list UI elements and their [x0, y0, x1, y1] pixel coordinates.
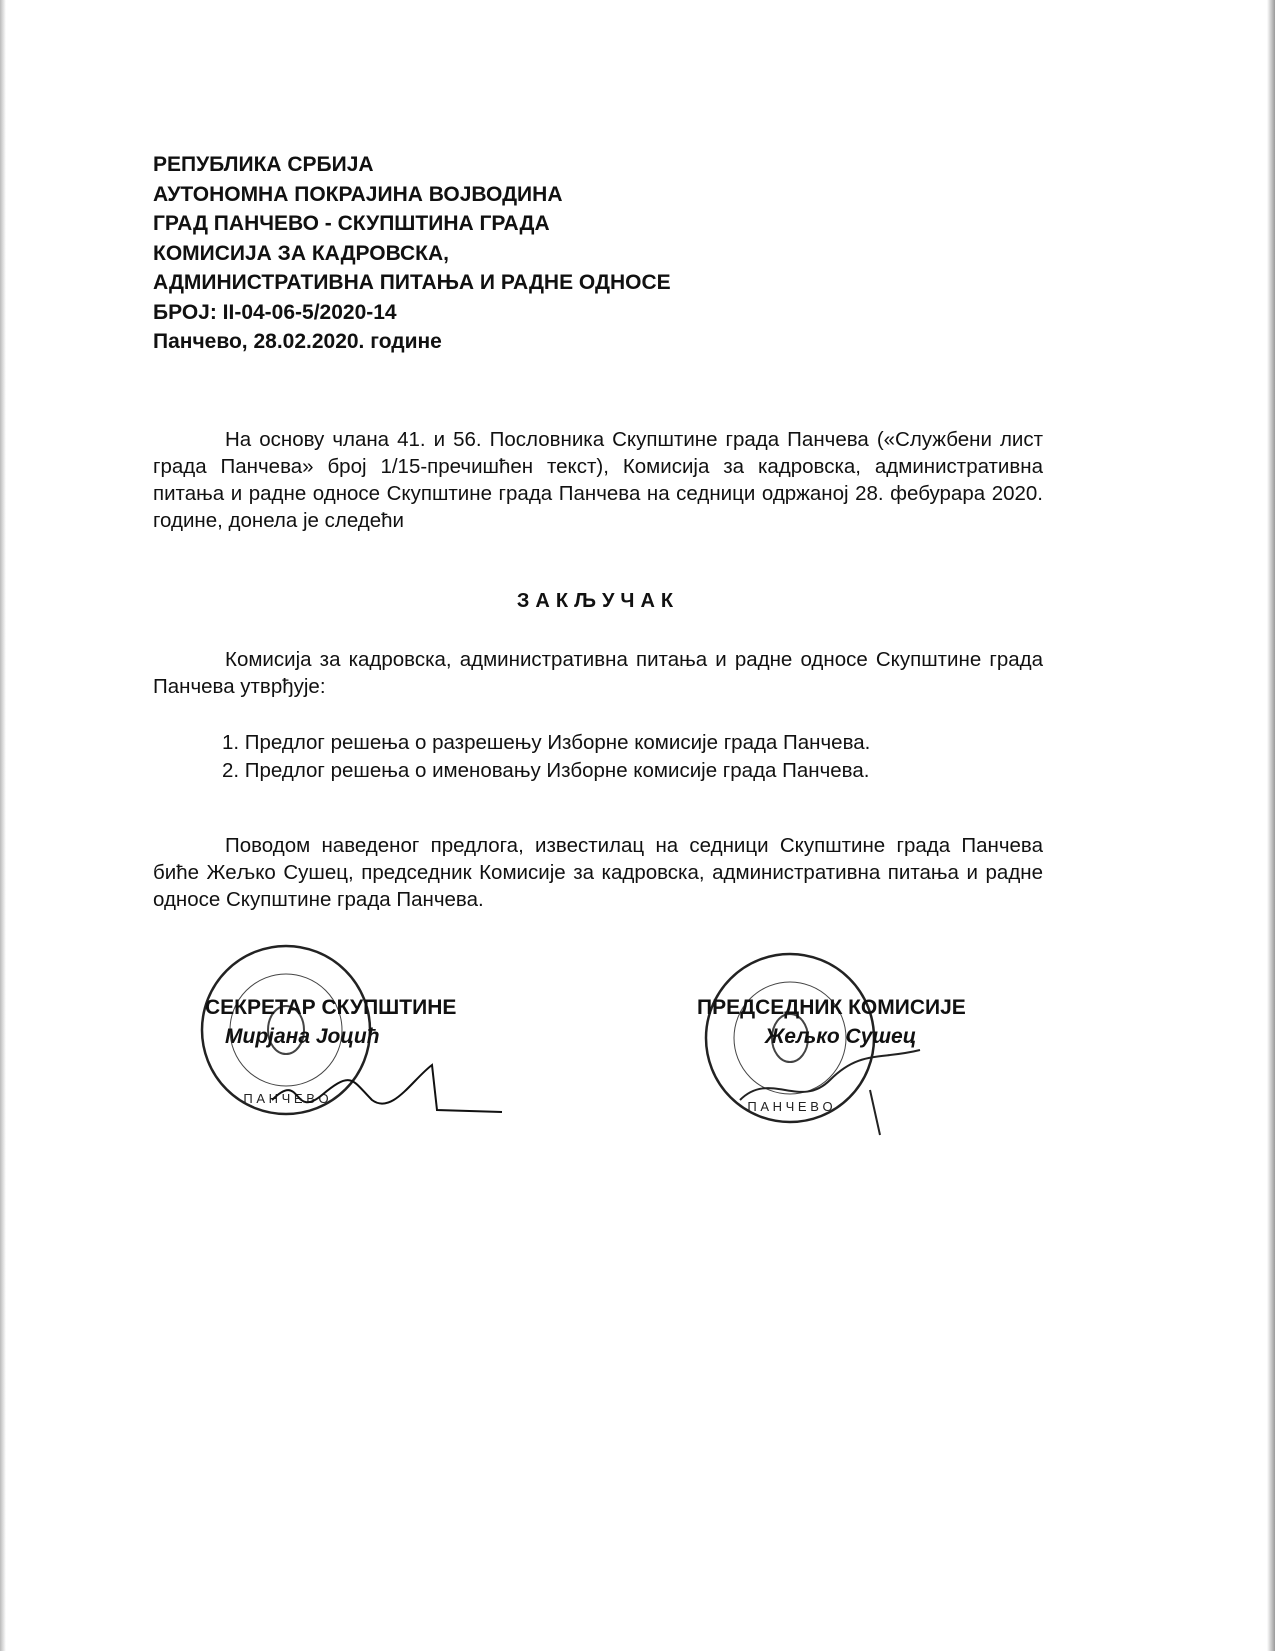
document-date: Панчево, 28.02.2020. године	[153, 330, 442, 353]
document-header	[153, 150, 671, 357]
list-item: 1. Предлог решења о разрешењу Изборне комисије града Панчева.	[222, 731, 871, 754]
scan-edge-right	[1267, 0, 1275, 1651]
header-line: ГРАД ПАНЧЕВО - СКУПШТИНА ГРАДА	[153, 212, 550, 235]
header-line: КОМИСИЈА ЗА КАДРОВСКА,	[153, 241, 449, 265]
document-number: БРОЈ: II-04-06-5/2020-14	[153, 300, 397, 324]
signature-left	[262, 1060, 512, 1130]
list-item: 2. Предлог решења о именовању Изборне комисије града Панчева.	[222, 759, 870, 782]
signatory-name: Мирјана Јоцић	[225, 1025, 380, 1048]
header-line: РЕПУБЛИКА СРБИЈА	[153, 153, 374, 176]
header-line: АУТОНОМНА ПОКРАЈИНА ВОЈВОДИНА	[153, 182, 563, 206]
statement-paragraph: Комисија за кадровска, административна питања и радне односе Скупштине града Панчева утврђује:	[153, 648, 1043, 698]
signature-block-right	[697, 993, 966, 1051]
document-title: ЗАКЉУЧАК	[516, 590, 680, 612]
intro-paragraph: На основу члана 41. и 56. Пословника Скупштине града Панчева («Службени лист града Панчева» број 1/15-пречишћен текст), Комисија за кадровска, административна питања и радне односе Скупштине града Панчева на седници одржаној 28. фебурара 2020. године, донела је следећи	[153, 428, 1043, 532]
item-list	[222, 729, 870, 785]
closing-paragraph: Поводом наведеног предлога, известилац на седници Скупштине града Панчева биће Жељко Сушец, председник Комисије за кадровска, административна питања и радне односе Скупштине града Панчева.	[153, 834, 1043, 911]
header-line: АДМИНИСТРАТИВНА ПИТАЊА И РАДНЕ ОДНОСЕ	[153, 271, 671, 294]
signatory-name: Жељко Сушец	[765, 1025, 917, 1048]
svg-text:П А Н Ч Е В О: П А Н Ч Е В О	[747, 1099, 833, 1114]
svg-text:П А Н Ч Е В О: П А Н Ч Е В О	[243, 1091, 329, 1106]
signature-right	[730, 1040, 930, 1140]
scan-edge-left	[0, 0, 6, 1651]
signature-block-left	[205, 993, 456, 1051]
signature-title: СЕКРЕТАР СКУПШТИНЕ	[205, 996, 457, 1019]
signature-title: ПРЕДСЕДНИК КОМИСИЈЕ	[697, 996, 966, 1019]
